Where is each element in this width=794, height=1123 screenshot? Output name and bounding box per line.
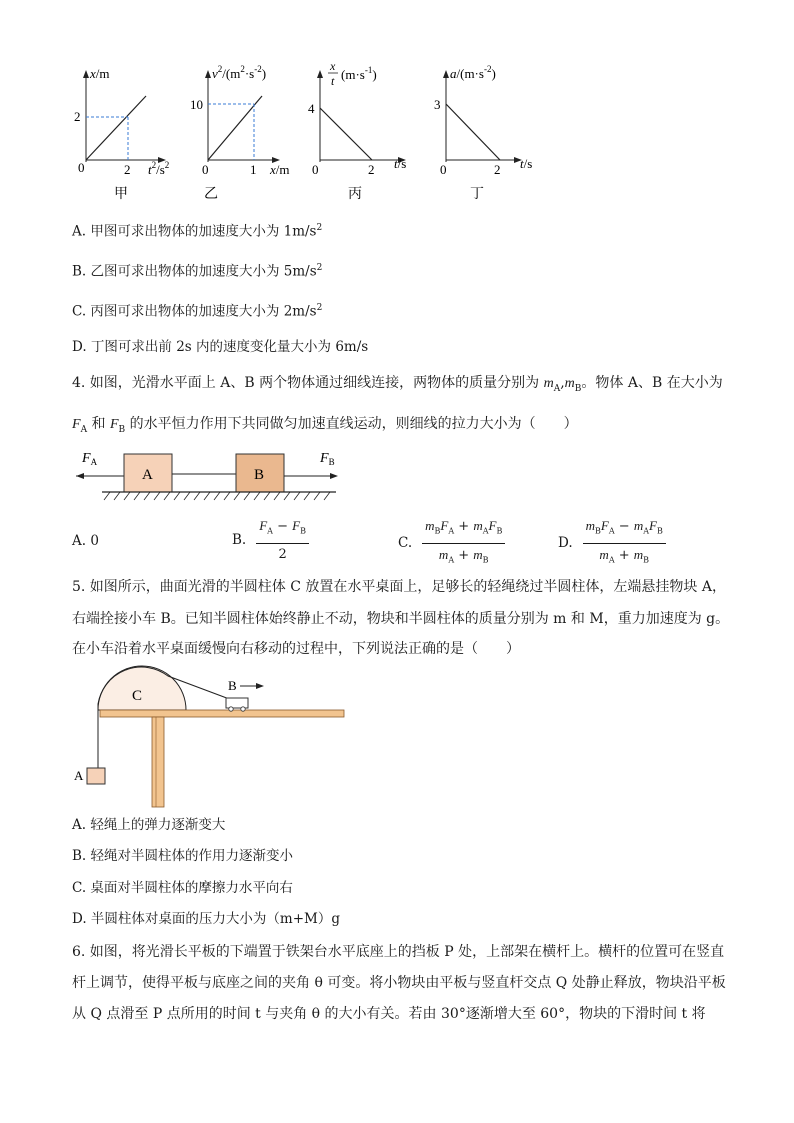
caption: 丁: [470, 187, 484, 202]
q5-figure: [72, 664, 352, 808]
y-arrow: [83, 70, 89, 78]
q5-stem-line2: 右端拴接小车 B。已知半圆柱体始终静止不动，物块和半圆柱体的质量分别为 m 和 M，重力加速度为 g。: [72, 611, 730, 627]
x-tick: 2: [124, 162, 131, 177]
origin: 0: [440, 162, 447, 177]
x-label: $t^2/s^2$: [148, 160, 170, 177]
block-a-hanging: [87, 768, 105, 784]
q5-option-b[interactable]: B. 轻绳对半圆柱体的作用力逐渐变小: [72, 848, 294, 864]
q4-stem-line2: $F_A$ 和 $F_B$ 的水平恒力作用下共同做匀加速直线运动，则细线的拉力大小为（ ）: [72, 416, 578, 435]
graph-ding: [428, 62, 552, 207]
y-tick: 2: [74, 109, 81, 124]
x-tick: 2: [494, 162, 501, 177]
data-line: [86, 96, 146, 160]
graph-jia: [70, 62, 200, 207]
caption: 甲: [114, 187, 128, 202]
q6-stem-line1: 6. 如图，将光滑长平板的下端置于铁架台水平底座上的挡板 P 处，上部架在横杆上。横杆的位置可在竖直: [72, 944, 725, 960]
svg-text:B: B: [254, 467, 265, 483]
data-line: [320, 108, 372, 160]
q5-option-c[interactable]: C. 桌面对半圆柱体的摩擦力水平向右: [72, 880, 293, 896]
y-label-num: x: [330, 59, 336, 73]
force-a-label: $F_A$: [82, 451, 98, 467]
q6-stem-line2: 杆上调节，使得平板与底座之间的夹角 θ 可变。将小物块由平板与竖直杆交点 Q 处静止释放，物块沿平板: [72, 975, 726, 991]
origin: 0: [312, 162, 319, 177]
q3-option-c[interactable]: C. 丙图可求出物体的加速度大小为 $2m/s^2$: [72, 303, 323, 320]
q4-figure: [72, 446, 342, 504]
graph-bing: [304, 58, 428, 207]
x-tick: 2: [368, 162, 375, 177]
svg-text:A: A: [74, 768, 84, 783]
q4-option-c[interactable]: C. $\frac{m_BF_A + m_AF_B}{m_A + m_B}$: [398, 516, 505, 570]
y-tick: 3: [434, 97, 441, 112]
caption: 丙: [348, 187, 362, 202]
force-b-label: $F_B$: [320, 451, 335, 467]
y-tick: 10: [190, 97, 203, 112]
q3-option-b[interactable]: B. 乙图可求出物体的加速度大小为 $5m/s^2$: [72, 263, 323, 280]
y-label-unit: $(m\cdot s^{-1})$: [341, 65, 377, 82]
q3-option-a[interactable]: A. 甲图可求出物体的加速度大小为 $1m/s^2$: [72, 223, 323, 240]
q3-option-d[interactable]: D. 丁图可求出前 2s 内的速度变化量大小为 6m/s: [72, 339, 369, 355]
graph-yi: [188, 62, 318, 207]
x-label: x/m: [270, 162, 290, 177]
x-tick: 1: [250, 162, 257, 177]
q4-option-a[interactable]: A. 0: [72, 533, 99, 549]
q4-stem-line1: 4. 如图，光滑水平面上 A、B 两个物体通过细线连接，两物体的质量分别为 $m_A,m_B$。物体 A、B 在大小为: [72, 375, 723, 394]
q5-stem-line3: 在小车沿着水平桌面缓慢向右移动的过程中，下列说法正确的是（ ）: [72, 641, 520, 657]
q5-option-d[interactable]: D. 半圆柱体对桌面的压力大小为（m+M）g: [72, 911, 341, 927]
q5-stem-line1: 5. 如图所示，曲面光滑的半圆柱体 C 放置在水平桌面上，足够长的轻绳绕过半圆柱体，左端悬挂物块 A，: [72, 579, 726, 595]
caption: 乙: [204, 187, 218, 202]
y-label-den: t: [331, 74, 335, 88]
y-label: $a/(m\cdot s^{-2})$: [450, 64, 496, 81]
y-label: $v^2/(m^2\cdot s^{-2})$: [212, 64, 267, 81]
q5-option-a[interactable]: A. 轻绳上的弹力逐渐变大: [72, 817, 226, 833]
svg-text:A: A: [142, 467, 153, 483]
svg-text:C: C: [132, 688, 143, 704]
table-top: [100, 710, 344, 717]
y-label: x/m: [90, 66, 110, 81]
table-leg: [152, 717, 164, 807]
data-line: [446, 104, 500, 160]
q6-stem-line3: 从 Q 点滑至 P 点所用的时间 t 与夹角 θ 的大小有关。若由 30°逐渐增大至 60°，物块的下滑时间 t 将: [72, 1006, 706, 1022]
y-tick: 4: [308, 101, 315, 116]
x-label: t/s: [520, 156, 533, 171]
origin: 0: [78, 160, 85, 175]
svg-text:B: B: [228, 678, 237, 693]
q4-option-b[interactable]: B. $\frac{F_A - F_B}{2}$: [232, 516, 309, 565]
origin: 0: [202, 162, 209, 177]
x-label: t/s: [394, 156, 407, 171]
q4-option-d[interactable]: D. $\frac{m_BF_A - m_AF_B}{m_A + m_B}$: [558, 516, 666, 570]
cart-b: [226, 698, 248, 708]
